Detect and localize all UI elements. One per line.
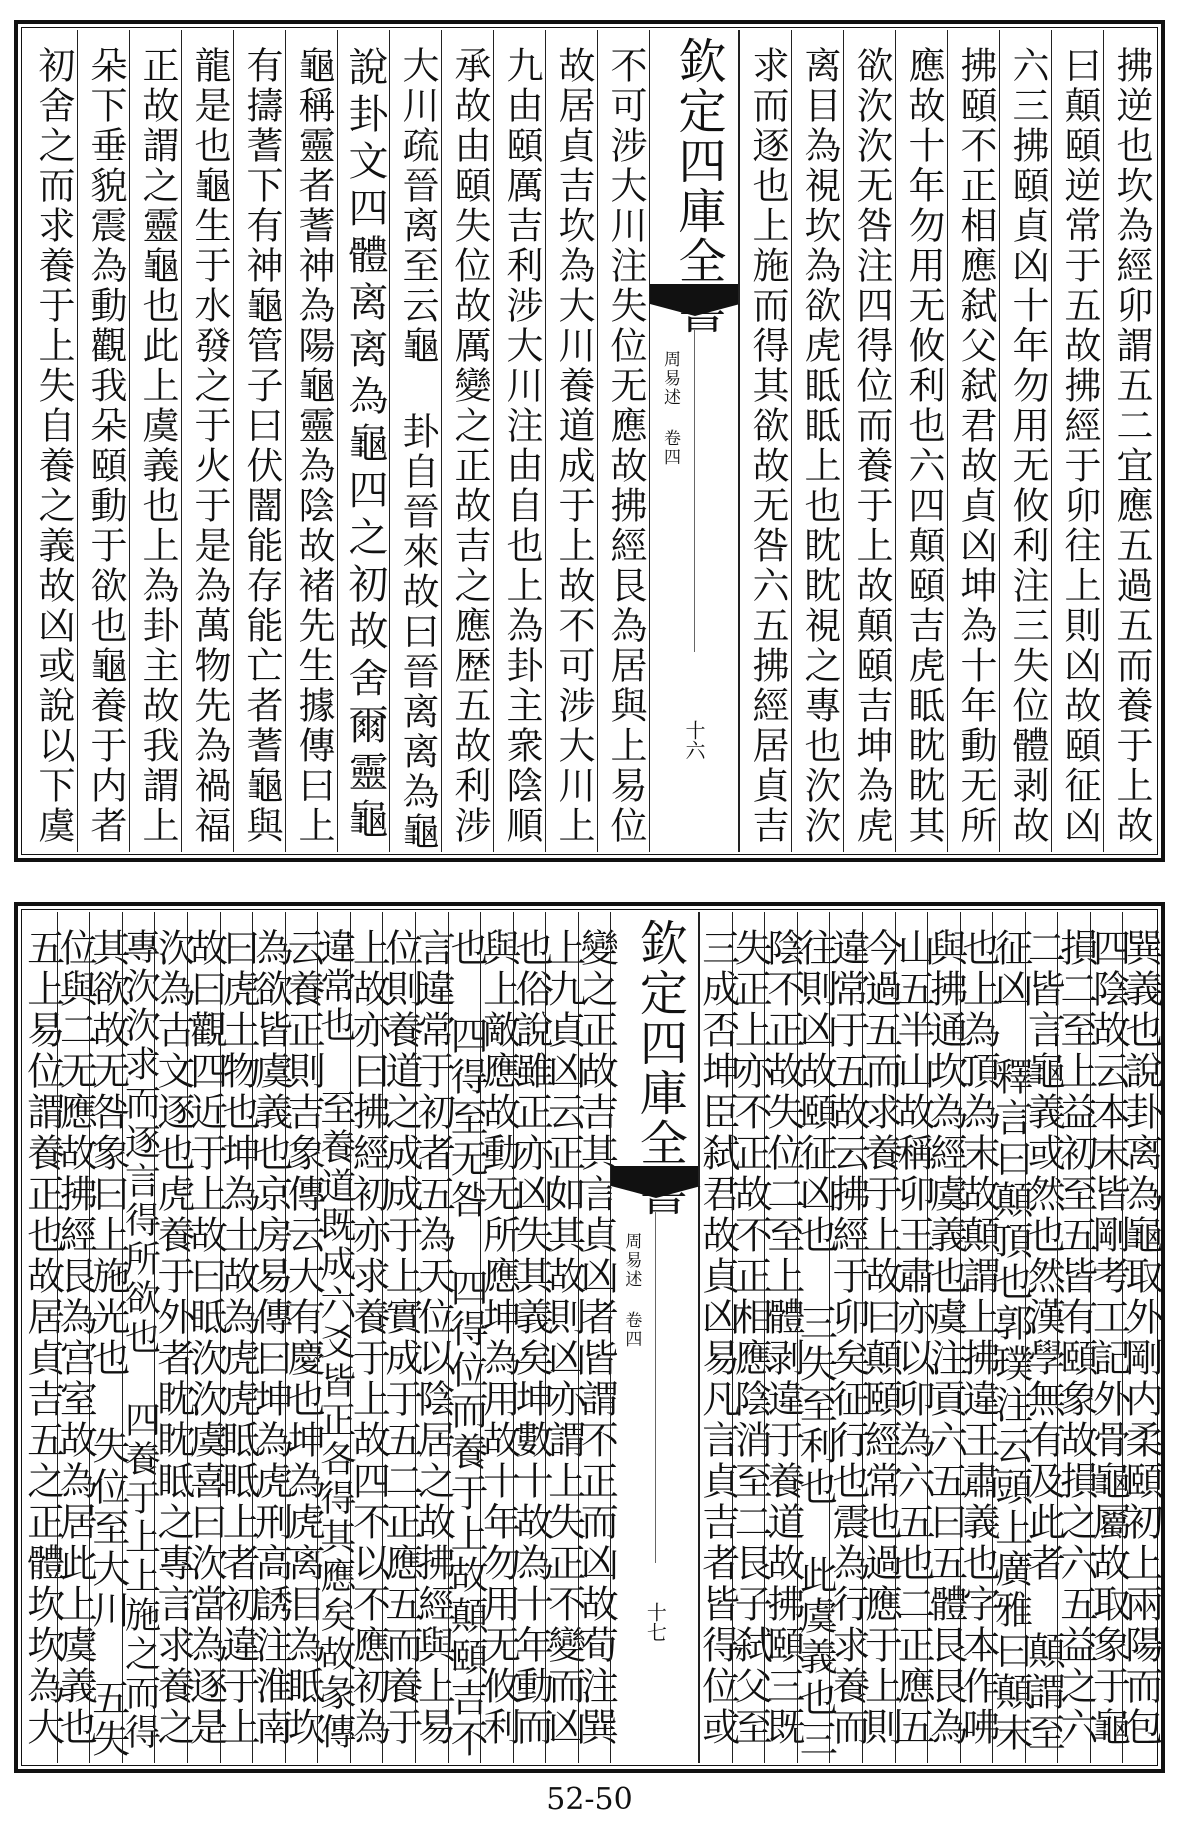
upper-text-column: 初舍之而求養于上失自養之義故凶或說以下虞 xyxy=(32,46,75,846)
upper-text-column: 欲㳄㳄无咎注四得位而養于上故顛頤吉坤為虎 xyxy=(843,30,895,852)
lower-text-column: 往則凶故頤征凶也 三失至利也 此虞義也三 xyxy=(797,912,830,1763)
lower-text-column: 違常于五故云拂經于卯矣征行也震為行求養而 xyxy=(829,912,862,1763)
upper-text-column: 有擣蓍下有神龜管子曰伏闇能存能亡者蓍龜與 xyxy=(233,30,285,852)
center-rule xyxy=(694,330,695,652)
volume-label: 周易述 卷四 xyxy=(621,1232,642,1349)
lower-page xyxy=(14,902,1165,1773)
upper-text-column: 九由頤厲吉利涉大川注由自也上為卦主衆陰順 xyxy=(493,30,545,852)
upper-text-column: 拂頤不正相應弑父弑君故貞凶坤為十年動无所 xyxy=(947,30,999,852)
lower-text-column: 失正上亦不正故不正相應陰消至二艮子弑父至 xyxy=(732,912,765,1763)
lower-text-column: 今過五而求養于上故曰顛頤經常也過應于上則 xyxy=(862,912,895,1763)
lower-text-column: 陰不正故失位二至上體剥違于養道故拂頤三既 xyxy=(764,912,797,1763)
lower-text-column: 專㳄㳄求而逐言得所欲也 四養于上上施之而得 xyxy=(122,912,155,1763)
lower-text-column: 云養正則吉象傳云大有慶也坤為虎离目為眡坎 xyxy=(285,912,318,1763)
upper-text-column: 六三拂頤貞凶十年勿用无攸利注三失位體剥故 xyxy=(999,30,1051,852)
upper-text-column: 曰顛頤逆常于五故拂經于卯往上則凶故頤征凶 xyxy=(1051,30,1103,852)
upper-page-text xyxy=(24,30,1155,852)
upper-text-column: 拂逆也坎為經卯謂五二宜應五過五而養于上故 xyxy=(1103,30,1155,852)
lower-text-column: 上九貞凶云正如其故則凶亦謂上失正不變而凶 xyxy=(545,912,578,1763)
lower-text-column: 與拂通坎為經虞義也虞注貢六五曰五體艮艮為 xyxy=(927,912,960,1763)
lower-text-column: 上故亦曰拂經初亦求養于上故四不以不應初為 xyxy=(350,912,383,1763)
lower-text-column: 損二至上益初至五皆有頤象故損之六五益之六 xyxy=(1057,912,1090,1763)
lower-text-column: 違常也 至養道既成六爻皆正各得其應矣故彖傳 xyxy=(317,912,350,1763)
lower-text-column: 二皆言龜義或然也然漢學無有及此者 顛謂至 xyxy=(1025,912,1058,1763)
lower-text-column: 言違常于初者五為天位以陰居之故拂經與上易 xyxy=(415,912,448,1763)
upper-text-column: 正故謂之靈龜也此上虞義也上為卦主故我謂上 xyxy=(129,30,181,852)
page-number: 十七 xyxy=(643,1602,668,1642)
lower-text-column: 五上易位謂養正也故居貞吉五之正體坎坎為大 xyxy=(20,928,65,1748)
lower-text-column: 為欲皆虞義也京房易傳曰坤為虎刑高誘注淮南 xyxy=(252,912,285,1763)
lower-text-column: 其欲故无咎象曰上施光也 失位至大川 五失 xyxy=(89,912,122,1763)
upper-text-column: 龜稱靈者蓍神為陽龜靈為陰故褚先生據傳曰上 xyxy=(285,30,337,852)
upper-text-column: 說卦文四體离离為龜四之初故舍爾靈龜 xyxy=(337,30,389,852)
lower-text-column: 與上敵應故動无所應坤為用故十年勿用无攸利 xyxy=(480,912,513,1763)
catalog-title: 欽定四庫全書 xyxy=(631,918,688,1218)
lower-text-column: 變之正故吉其言貞凶者皆謂不正而凶故荀注巽 xyxy=(578,912,611,1763)
lower-text-column: 山五半山故稱卯王肅亦以卯為六五也二正應五 xyxy=(895,912,928,1763)
lower-text-column: 三成否坤臣弑君故貞凶易凡言貞吉者皆得位或 xyxy=(699,912,732,1763)
upper-text-column: 不可涉大川注失位无應故拂經艮為居與上易位 xyxy=(597,30,649,852)
lower-text-column: 㳄為古文逐也虎養于外者眈眈眡之專言求養之 xyxy=(154,912,187,1763)
lower-text-column: 征凶 釋言曰顛頂也郭璞注云頭上廣雅曰顛末 xyxy=(992,912,1025,1763)
upper-text-column: 求而逐也上施而得其欲故无咎六五拂經居貞吉 xyxy=(739,30,791,852)
upper-text-column: 故居貞吉坎為大川養道成于上故不可涉大川上 xyxy=(545,30,597,852)
lower-text-column: 曰虎土物也坤為土故為虎虎眡眡上者初違于上 xyxy=(220,912,253,1763)
lower-text-column: 位與二无應故拂經艮為宫室故為居此上虞義也 xyxy=(57,912,90,1763)
fishtail-mark xyxy=(611,1166,698,1196)
fishtail-mark xyxy=(650,284,738,314)
upper-text-column: 离目為視坎為欲虎眡眡上也眈眈視之專也㳄㳄 xyxy=(791,30,843,852)
lower-text-column: 四陰故云本末皆剛考工記外骨龜屬故取象于龜 xyxy=(1090,912,1123,1763)
upper-page xyxy=(14,20,1165,862)
folio-number: 52-50 xyxy=(546,1782,633,1817)
upper-text-column: 應故十年勿用无攸利也六四顛頤吉虎眡眈眈其 xyxy=(895,30,947,852)
upper-text-column: 承故由頤失位故厲變之正故吉之應歴五故利涉 xyxy=(441,30,493,852)
center-rule xyxy=(655,1212,656,1563)
lower-page-text xyxy=(20,912,1163,1763)
lower-text-column: 故曰觀四近于上故曰眡㳄㳄虞喜曰㳄當為逐是 xyxy=(187,912,220,1763)
lower-text-column: 也俗說雖正亦凶失其義矣坤數十故為十年動而 xyxy=(513,912,546,1763)
lower-center-margin xyxy=(610,912,699,1763)
lower-text-column: 位則養道之成成于上實成于五二正應五而養于 xyxy=(382,912,415,1763)
volume-label: 周易述 卷四 xyxy=(660,350,680,467)
lower-text-column: 也上為頂為末故顛謂上拂違王肅義也字本作咈 xyxy=(960,912,993,1763)
catalog-title: 欽定四庫全書 xyxy=(670,36,726,336)
upper-text-column: 龍是也龜生于水發之于火于是為萬物先為禍福 xyxy=(181,30,233,852)
lower-text-column: 巽義也說卦离為龜取外剛内柔頤初上兩陽而包 xyxy=(1122,912,1155,1763)
upper-text-column: 大川疏晉离至云龜 卦自晉來故曰晉离离為龜 xyxy=(389,30,441,852)
page-number: 十六 xyxy=(682,720,706,760)
upper-center-margin xyxy=(649,30,739,852)
upper-text-column: 朵下垂貌震為動觀我朵頤動于欲也龜養于内者 xyxy=(77,30,129,852)
lower-text-column: 也 四得至无咎 四得位而養于上故顛頤吉不 xyxy=(448,912,481,1763)
